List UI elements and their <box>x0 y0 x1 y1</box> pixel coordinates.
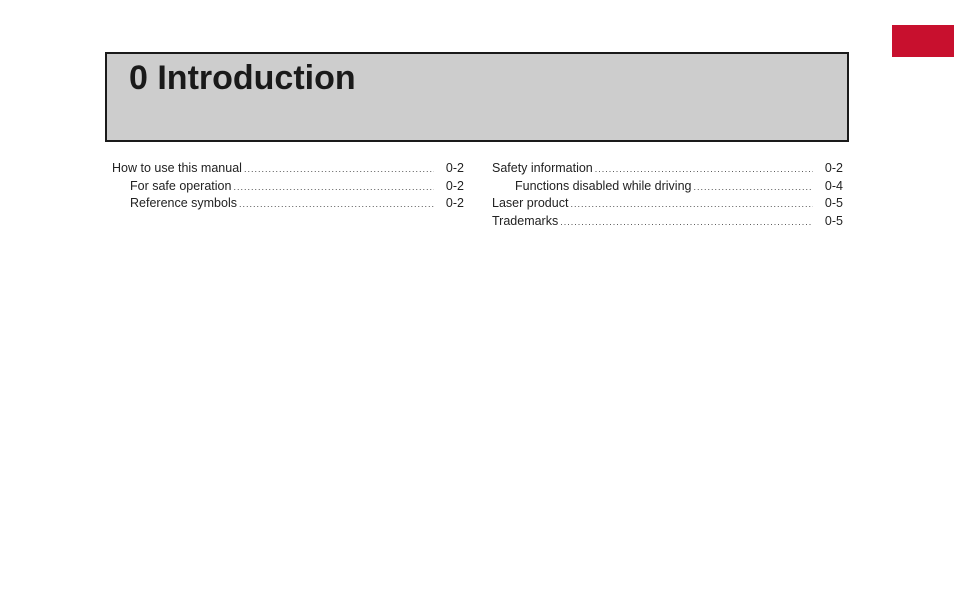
toc-entry-page: 0-2 <box>445 196 464 210</box>
toc-entry-page: 0-5 <box>824 213 843 228</box>
toc-entry-label: How to use this manual <box>112 161 242 175</box>
toc-entry-label: Safety information <box>492 161 593 175</box>
toc-entry-label: For safe operation <box>130 178 232 193</box>
toc-entry-functions-disabled-while-driving[interactable] <box>492 178 843 196</box>
toc-dot-leader <box>693 179 813 197</box>
toc-dot-leader <box>233 179 434 197</box>
toc-dot-leader <box>239 196 434 214</box>
toc-entry-reference-symbols[interactable] <box>112 195 464 213</box>
toc-entry-page: 0-4 <box>824 178 843 193</box>
toc-entry-label: Trademarks <box>492 213 559 228</box>
toc-entry-label: Functions disabled while driving <box>515 178 692 193</box>
toc-entry-page: 0-5 <box>824 196 843 210</box>
toc-entry-page: 0-2 <box>445 178 464 193</box>
toc-entry-how-to-use-this-manual[interactable] <box>112 160 464 178</box>
toc-entry-page: 0-2 <box>824 161 843 175</box>
toc-entry-label: Laser product <box>492 196 569 210</box>
toc-entry-safety-information[interactable] <box>492 160 843 178</box>
toc-dot-leader <box>570 196 813 214</box>
toc-entry-page: 0-2 <box>445 161 464 175</box>
toc-entry-for-safe-operation[interactable] <box>112 178 464 196</box>
toc-right-column <box>492 160 843 230</box>
chapter-header <box>105 52 849 142</box>
chapter-tab-marker <box>892 25 954 57</box>
toc-entry-label: Reference symbols <box>130 196 237 210</box>
toc-left-column <box>112 160 464 213</box>
toc-dot-leader <box>595 161 813 179</box>
toc-dot-leader <box>560 214 813 232</box>
toc-entry-laser-product[interactable] <box>492 195 843 213</box>
toc-dot-leader <box>244 161 434 179</box>
toc-entry-trademarks[interactable] <box>492 213 843 231</box>
chapter-title: 0 Introduction <box>129 59 356 97</box>
